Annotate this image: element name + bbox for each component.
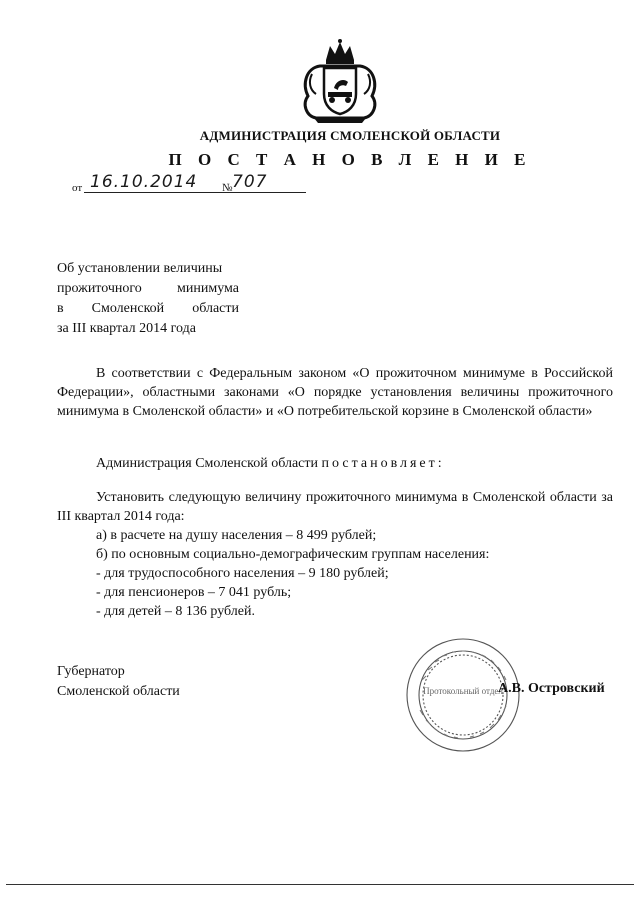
resolve-word: постановляет: xyxy=(321,456,445,471)
subject-line-4: за III квартал 2014 года xyxy=(57,321,196,336)
signatory-title-line-2: Смоленской области xyxy=(57,684,180,699)
number-prefix: № xyxy=(222,182,233,194)
preamble-paragraph: В соответствии с Федеральным законом «О прожиточном минимуме в Российской Федерации», областными законами «О порядке установления величины прожиточного минимума в Смоленской области» и «О потребительской корзине в Смоленской области» xyxy=(57,366,613,419)
handwritten-date: 16.10.2014 xyxy=(90,172,198,192)
resolve-paragraph xyxy=(57,454,613,473)
subject-line-3: в Смоленской области xyxy=(57,301,239,316)
stamp-center-text: Протокольный отдел xyxy=(423,686,503,696)
list-item-b2: - для пенсионеров – 7 041 рубль; xyxy=(96,585,292,600)
list-item-b1: - для трудоспособного населения – 9 180 рублей; xyxy=(96,566,389,581)
document-subject xyxy=(57,259,239,339)
list-item-a: а) в расчете на душу населения – 8 499 рублей; xyxy=(96,528,377,543)
resolve-lead: Администрация Смоленской области xyxy=(96,456,319,471)
document-reference xyxy=(72,172,332,194)
number-underline xyxy=(234,192,306,193)
list-item-b: б) по основным социально-демографическим группам населения: xyxy=(96,547,490,562)
establish-paragraph: Установить следующую величину прожиточного минимума в Смоленской области за III квартал 2014 года: xyxy=(57,490,613,524)
signatory-name: А.В. Островский xyxy=(498,681,605,696)
coat-of-arms-emblem xyxy=(300,38,380,124)
signatory-title xyxy=(57,662,180,702)
date-prefix: от xyxy=(72,182,83,194)
subject-line-1: Об установлении величины xyxy=(57,261,223,276)
document-type-title: П О С Т А Н О В Л Е Н И Е xyxy=(168,150,532,169)
page-bottom-divider xyxy=(6,884,634,885)
signatory-title-line-1: Губернатор xyxy=(57,664,125,679)
subject-line-2: прожиточного минимума xyxy=(57,281,239,296)
list-item-b3: - для детей – 8 136 рублей. xyxy=(96,604,255,619)
organization-title: АДМИНИСТРАЦИЯ СМОЛЕНСКОЙ ОБЛАСТИ xyxy=(199,128,501,143)
handwritten-number: 707 xyxy=(232,172,268,192)
